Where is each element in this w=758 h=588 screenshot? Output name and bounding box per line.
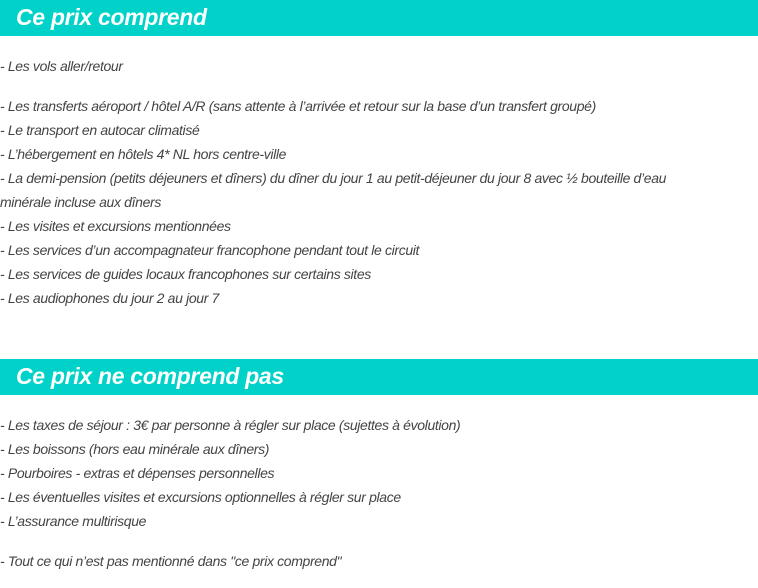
list-item: - Les services d’un accompagnateur francophone pendant tout le circuit	[0, 242, 420, 258]
list-item: - Le transport en autocar climatisé	[0, 122, 200, 138]
list-item: - L’assurance multirisque	[0, 513, 147, 529]
excluded-header	[0, 359, 758, 395]
list-item: - Les boissons (hors eau minérale aux dîners)	[0, 441, 270, 457]
excluded-title: Ce prix ne comprend pas	[16, 363, 284, 389]
list-item: - Tout ce qui n’est pas mentionné dans "ce prix comprend"	[0, 553, 342, 569]
list-item: minérale incluse aux dîners	[0, 194, 161, 210]
list-item: - Les éventuelles visites et excursions optionnelles à régler sur place	[0, 489, 401, 505]
list-item: - Pourboires - extras et dépenses personnelles	[0, 465, 275, 481]
list-item: - Les taxes de séjour : 3€ par personne à régler sur place (sujettes à évolution)	[0, 417, 461, 433]
list-item: - Les audiophones du jour 2 au jour 7	[0, 290, 219, 306]
included-title: Ce prix comprend	[16, 4, 207, 30]
included-header	[0, 0, 758, 36]
list-item: - Les services de guides locaux francophones sur certains sites	[0, 266, 371, 282]
list-item: - L’hébergement en hôtels 4* NL hors centre-ville	[0, 146, 287, 162]
list-item: - Les transferts aéroport / hôtel A/R (sans attente à l’arrivée et retour sur la base d’un transfert groupé)	[0, 98, 596, 114]
list-item: - Les vols aller/retour	[0, 58, 123, 74]
list-item: - Les visites et excursions mentionnées	[0, 218, 231, 234]
list-item: - La demi-pension (petits déjeuners et dîners) du dîner du jour 1 au petit-déjeuner du jour 8 avec ½ bouteille d’eau	[0, 170, 667, 186]
